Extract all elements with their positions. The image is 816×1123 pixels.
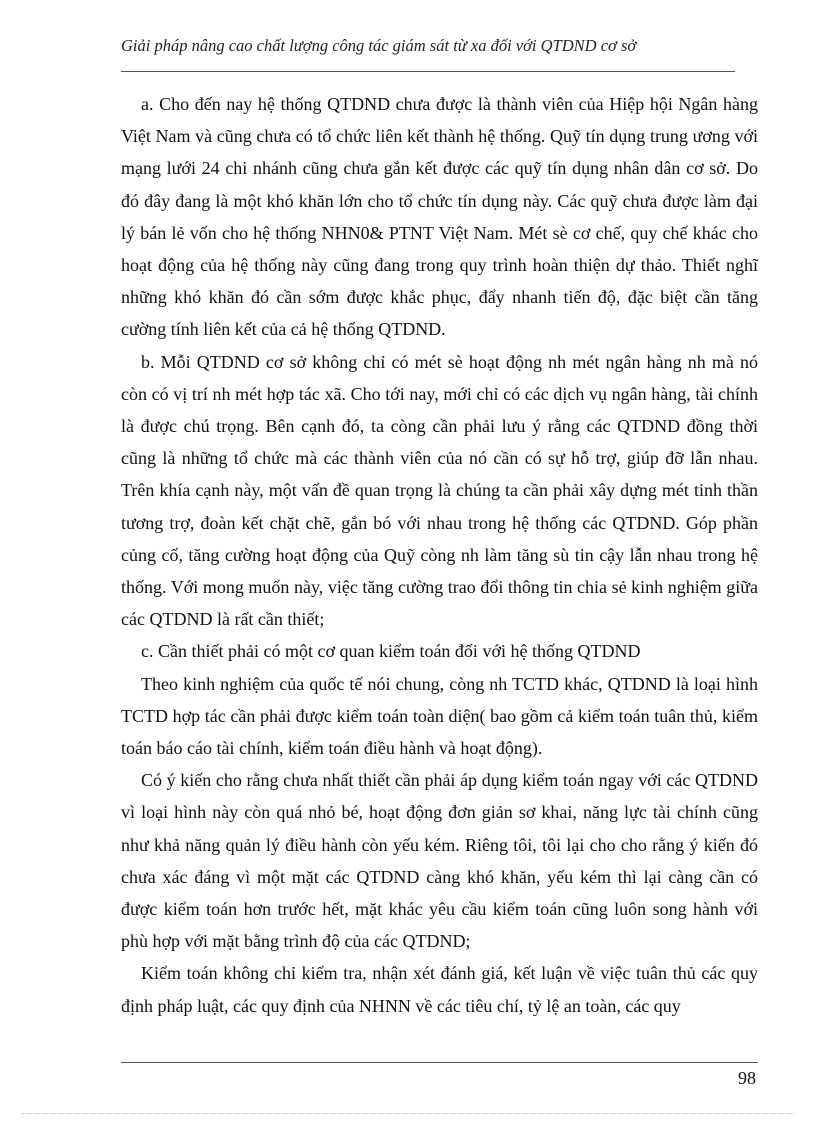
page-number: 98 bbox=[738, 1068, 756, 1088]
page-edge-dots bbox=[22, 1113, 794, 1114]
paragraph-audit-scope: Kiểm toán không chỉ kiểm tra, nhận xét đánh giá, kết luận về việc tuân thủ các quy định pháp luật, các quy định của NHNN về các tiêu chí, tỷ lệ an toàn, các quy bbox=[121, 963, 758, 1016]
document-body bbox=[121, 88, 758, 1022]
running-header: Giải pháp nâng cao chất lượng công tác giám sát từ xa đối với QTDND cơ sở bbox=[121, 36, 637, 55]
paragraph-opinion: Có ý kiến cho rằng chưa nhất thiết cần phải áp dụng kiểm toán ngay với các QTDND vì loại hình này còn quá nhỏ bé, hoạt động đơn giản sơ khai, năng lực tài chính cũng như khả năng quản lý điều hành còn yếu kém. Riêng tôi, tôi lại cho cho rằng ý kiến đó chưa xác đáng vì một mặt các QTDND càng khó khăn, yếu kém thì lại càng cần có được kiểm toán hơn trước hết, mặt khác yêu cầu kiểm toán cũng luôn song hành với phù hợp với mặt bằng trình độ của các QTDND; bbox=[121, 770, 758, 952]
paragraph-b: b. Mỗi QTDND cơ sở không chỉ có mét sè hoạt động nh mét ngân hàng nh mà nó còn có vị trí nh mét hợp tác xã. Cho tới nay, mới chỉ có các dịch vụ ngân hàng, tài chính là được chú trọng. Bên cạnh đó, ta còng cần phải lưu ý rằng các QTDND đồng thời cũng là những tổ chức mà các thành viên của nó cần có sự hỗ trợ, giúp đỡ lẫn nhau. Trên khía cạnh này, một vấn đề quan trọng là chúng ta cần phải xây dựng mét tinh thần tương trợ, đoàn kết chặt chẽ, gắn bó với nhau trong hệ thống các QTDND. Góp phần củng cố, tăng cường hoạt động của Quỹ còng nh làm tăng sù tin cậy lẫn nhau trong hệ thống. Với mong muốn này, việc tăng cường trao đổi thông tin chia sẻ kinh nghiệm giữa các QTDND là rất cần thiết; bbox=[121, 351, 758, 630]
header-divider bbox=[121, 71, 735, 72]
footer-divider bbox=[121, 1062, 758, 1063]
paragraph-c-heading: c. Cần thiết phải có một cơ quan kiểm toán đối với hệ thống QTDND bbox=[141, 641, 641, 662]
paragraph-international-experience: Theo kinh nghiệm của quốc tế nói chung, còng nh TCTD khác, QTDND là loại hình TCTD hợp tác cần phải được kiểm toán toàn diện( bao gồm cả kiểm toán tuân thủ, kiểm toán báo cáo tài chính, kiểm toán điều hành và hoạt động). bbox=[121, 673, 758, 759]
paragraph-a: a. Cho đến nay hệ thống QTDND chưa được là thành viên của Hiệp hội Ngân hàng Việt Nam và cũng chưa có tổ chức liên kết thành hệ thống. Quỹ tín dụng trung ương với mạng lưới 24 chi nhánh cũng chưa gắn kết được các quỹ tín dụng nhân dân cơ sở. Do đó đây đang là một khó khăn lớn cho tổ chức tín dụng này. Các quỹ chưa được làm đại lý bán lẻ vốn cho hệ thống NHN0& PTNT Việt Nam. Mét sè cơ chế, quy chế khác cho hoạt động của hệ thống này cũng đang trong quy trình hoàn thiện dự thảo. Thiết nghĩ những khó khăn đó cần sớm được khắc phục, đẩy nhanh tiến độ, đặc biệt cần tăng cường tính liên kết của cả hệ thống QTDND. bbox=[121, 94, 758, 340]
